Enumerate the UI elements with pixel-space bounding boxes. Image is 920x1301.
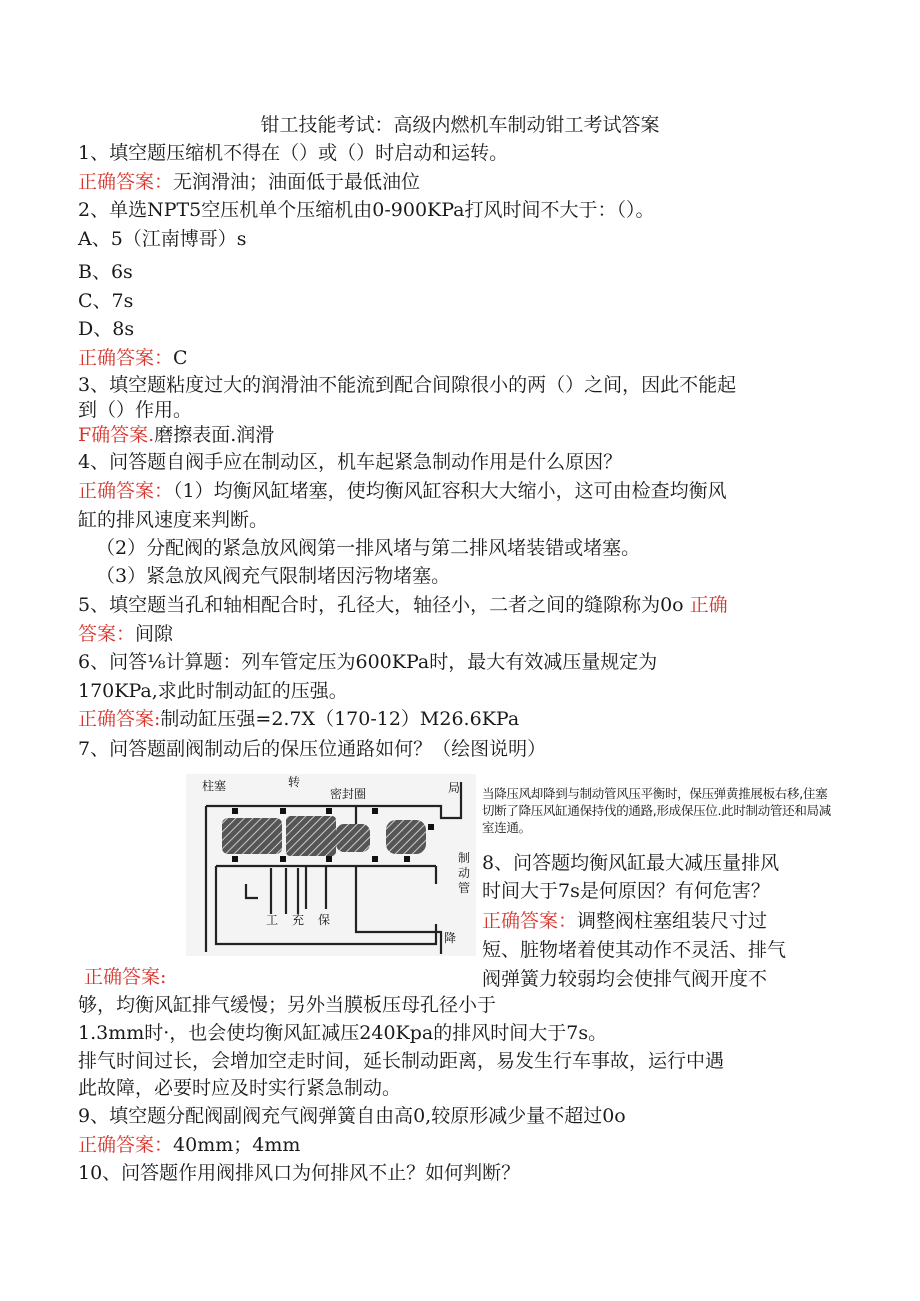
answer-6: [78, 706, 519, 732]
label-work: 工: [266, 913, 279, 927]
question-3-line1: 3、填空题粘度过大的润滑油不能流到配合间隙很小的两（）之间，因此不能起: [78, 374, 737, 396]
question-2: 2、单选NPT5空压机单个压缩机由0-900KPa打风时间不大于：（）。: [78, 199, 655, 221]
piston-seal: [336, 824, 370, 852]
answer-4-line4: （3）紧急放风阀充气限制堵因污物堵塞。: [96, 565, 451, 587]
answer-5-start: 正确: [689, 594, 728, 616]
answer-8-line6: 排气时间过长，会增加空走时间，延长制动距离，易发生行车事故，运行中遇: [78, 1050, 725, 1072]
question-6-line1: 6、问答⅛计算题：列车管定压为600KPa时，最大有效减压量规定为: [78, 651, 658, 673]
page-title: 钳工技能考试：高级内燃机车制动钳工考试答案: [260, 114, 660, 136]
answer-2: [78, 345, 188, 371]
piston-middle: [286, 816, 336, 856]
label-brake-1: 制: [458, 851, 471, 865]
answer-4-line3: （2）分配阀的紧急放风阀第一排风堵与第二排风堵装错或堵塞。: [96, 537, 641, 559]
option-a: A、5（江南博哥）s: [78, 228, 247, 250]
answer-label: 正确答案：: [482, 910, 578, 932]
piston-hatched: [222, 816, 426, 856]
label-turn: 转: [288, 775, 301, 789]
question-7: 7、问答题副阀制动后的保压位通路如何？（绘图说明）: [78, 738, 547, 760]
answer-5: [78, 621, 173, 647]
label-brake-2: 动: [458, 866, 471, 880]
answer-label: F确答案.: [78, 424, 155, 446]
option-b: B、6s: [78, 261, 133, 283]
question-1: 1、填空题压缩机不得在（）或（）时启动和运转。: [78, 142, 509, 164]
answer-label: 正确答案：: [78, 347, 174, 369]
answer-8-line1: [482, 908, 767, 934]
answer-label: 正确答案：: [78, 480, 174, 502]
answer-text: 磨擦表面.润滑: [154, 424, 275, 446]
question-3-line2: 到（）作用。: [78, 399, 193, 421]
diagram-caption: 当降压风却降到与制动管风压平衡时，保压弹黄推展板右移,住塞切断了降压风缸通保持伐的通路,形成保压位.此时制动管还和局减室连通。: [482, 786, 831, 835]
label-drop: 降: [444, 931, 457, 945]
question-8-line2: 时间大于7s是何原因？有何危害？: [482, 880, 770, 902]
answer-4-line2: 缸的排风速度来判断。: [78, 509, 269, 531]
question-9: 9、填空题分配阀副阀充气阀弹簧自由高0,较原形减少量不超过0o: [78, 1105, 626, 1127]
answer-text: （1）均衡风缸堵塞，使均衡风缸容积大大缩小，这可由检查均衡风: [173, 480, 727, 502]
question-10: 10、问答题作用阀排风口为何排风不止？如何判断？: [78, 1162, 521, 1184]
label-hold: 保: [318, 913, 331, 927]
answer-7: 正确答案:: [84, 966, 167, 988]
option-d: D、8s: [78, 318, 135, 340]
question-6-line2: 170KPa,求此时制动缸的压强。: [78, 680, 348, 702]
answer-text: 调整阀柱塞组装尺寸过: [577, 910, 768, 932]
piston-left: [222, 818, 282, 854]
question-5-text: 5、填空题当孔和轴相配合时，孔径大，轴径小，二者之间的缝隙称为0o: [78, 594, 684, 616]
answer-text: 制动缸压强=2.7X（170-12）M26.6KPa: [160, 708, 520, 730]
answer-8-line7: 此故障，必要时应及时实行紧急制动。: [78, 1077, 402, 1099]
question-5: [78, 592, 728, 618]
answer-label: 答案：: [78, 623, 136, 645]
answer-text: 间隙: [135, 623, 174, 645]
answer-8-line3: 阀弹簧力较弱均会使排气阀开度不: [482, 968, 768, 990]
answer-8-line2: 短、脏物堵着使其动作不灵活、排气: [482, 939, 787, 961]
label-top-right: 局: [448, 781, 461, 795]
valve-diagram: [186, 774, 476, 956]
answer-text: 无润滑油；油面低于最低油位: [173, 171, 421, 193]
question-8-line1: 8、问答题均衡风缸最大减压量排风: [482, 852, 780, 874]
answer-label: 正确答案：: [78, 1134, 174, 1156]
question-4: 4、问答题自阀手应在制动区，机车起紧急制动作用是什么原因？: [78, 451, 623, 473]
label-charge: 充: [292, 913, 305, 927]
answer-label: 正确答案:: [78, 708, 161, 730]
answer-9: [78, 1132, 300, 1158]
piston-right: [386, 820, 426, 854]
label-plunger: 柱塞: [202, 779, 227, 793]
answer-8-line4: 够，均衡风缸排气缓慢；另外当膜板压母孔径小于: [78, 994, 497, 1016]
answer-label: 正确答案：: [78, 171, 174, 193]
answer-3: [78, 422, 274, 448]
answer-1: [78, 169, 420, 195]
option-c: C、7s: [78, 290, 134, 312]
label-brake-3: 管: [458, 881, 471, 895]
answer-text: 40mm；4mm: [173, 1134, 301, 1156]
answer-4-line1: [78, 478, 727, 504]
label-seal: 密封圈: [330, 787, 367, 801]
answer-text: C: [173, 347, 188, 369]
answer-8-line5: 1.3mm时·，也会使均衡风缸减压240Kpa的排风时间大于7s。: [78, 1022, 608, 1044]
